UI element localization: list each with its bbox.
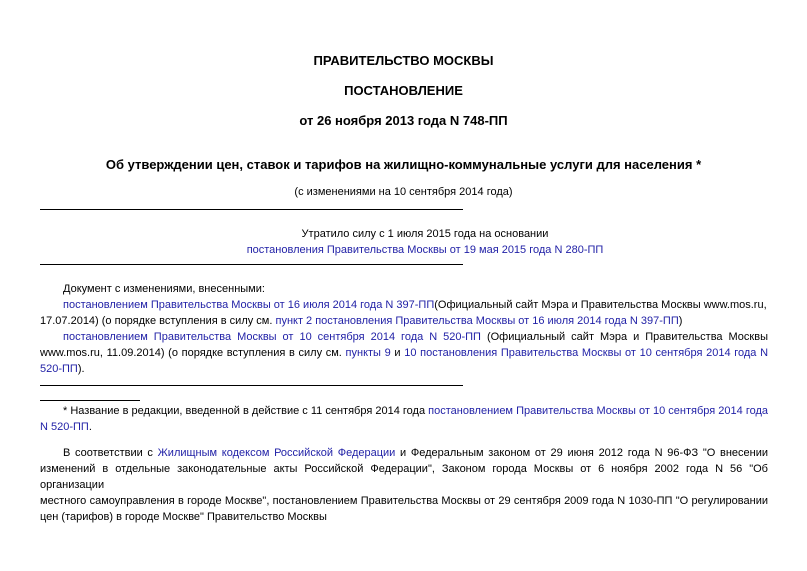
- government-name: ПРАВИТЕЛЬСТВО МОСКВЫ: [313, 53, 494, 68]
- lapsed-text: Утратило силу с 1 июля 2015 года на основании: [301, 228, 549, 240]
- changes-intro: Документ с изменениями, внесенными:: [63, 283, 265, 295]
- preamble-paragraph: В соответствии с Жилищным кодексом Российской Федерации и Федеральным законом от 29 июня 2012 года N 96-ФЗ "О внесении изменений в отдельные законодательные акты Российской Федерации", Законом города Москвы от 6 ноября 2002 года N 56 "Об организации местного самоуправления в городе Москве", постановлением Правительства Москвы от 29 сентября 2009 года N 1030-ПП "О регулировании цен (тарифов) в городе Москве" Правительство Москвы: [40, 447, 769, 523]
- change-link-397[interactable]: постановлением Правительства Москвы от 16 июля 2014 года N 397-ПП: [63, 299, 435, 311]
- changes-item-2-cont: www.mos.ru, 11.09.2014) (о порядке вступления в силу см. пункты 9 и 10 постановления Правительства Москвы от 10 сентября 2014 года N: [40, 347, 769, 359]
- divider: [40, 209, 463, 210]
- changes-item-1-cont: 17.07.2014) (о порядке вступления в силу см. пункт 2 постановления Правительства Москвы от 16 июля 2014 года N 397-ПП): [40, 315, 683, 327]
- footnote-link[interactable]: постановлением Правительства Москвы от 10 сентября 2014 года: [428, 405, 769, 417]
- change-link-520-clause10[interactable]: 10 постановления Правительства Москвы от 10 сентября 2014 года N: [404, 347, 769, 359]
- change-link-397-clause2[interactable]: пункт 2 постановления Правительства Москвы от 16 июля 2014 года N 397-ПП: [275, 315, 679, 327]
- change-link-520[interactable]: постановлением Правительства Москвы от 10 сентября 2014 года N 520-ПП: [63, 331, 481, 343]
- document-type: ПОСТАНОВЛЕНИЕ: [344, 83, 463, 98]
- changes-item-2-end: 520-ПП).: [40, 363, 85, 375]
- lapsed-link[interactable]: постановления Правительства Москвы от 19 мая 2015 года N 280-ПП: [246, 244, 604, 256]
- footnote-divider: [40, 400, 140, 401]
- amended-note: (с изменениями на 10 сентября 2014 года): [294, 186, 513, 198]
- housing-code-link[interactable]: Жилищным кодексом Российской Федерации: [157, 447, 396, 459]
- change-link-520-clause9[interactable]: пункты 9: [345, 347, 391, 359]
- divider: [40, 385, 463, 386]
- document-title: Об утверждении цен, ставок и тарифов на жилищно-коммунальные услуги для населения *: [105, 157, 702, 172]
- changes-list: [40, 297, 768, 377]
- document-date-number: от 26 ноября 2013 года N 748-ПП: [299, 113, 508, 128]
- changes-item-2: постановлением Правительства Москвы от 10 сентября 2014 года N 520-ПП (Официальный сайт Мэра и Правительства Москвы: [63, 331, 768, 343]
- footnote: * Название в редакции, введенной в действие с 11 сентября 2014 года постановлением Правительства Москвы от 10 сентября 2014 года N 520-ПП.: [40, 405, 769, 433]
- changes-item-1: постановлением Правительства Москвы от 16 июля 2014 года N 397-ПП(Официальный сайт Мэра и Правительства Москвы www.mos.ru,: [63, 299, 767, 311]
- divider: [40, 264, 463, 265]
